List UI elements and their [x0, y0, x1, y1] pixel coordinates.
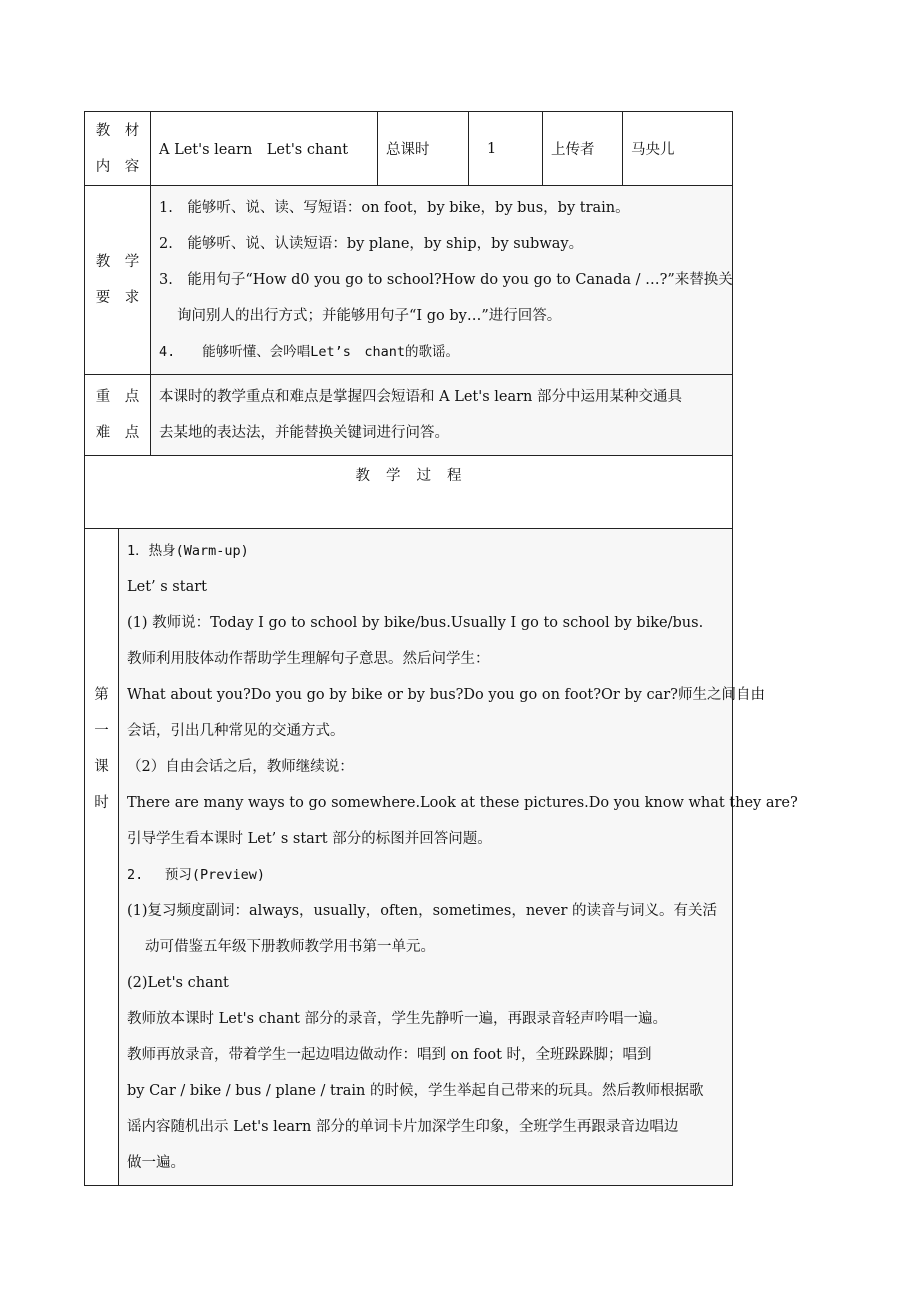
- lesson-line: (1) 教师说：Today I go to school by bike/bus.Usually I go to school by bike/bus.: [127, 615, 704, 631]
- material-label-line2: 内 容: [95, 158, 140, 175]
- process-header: 教学过程: [355, 468, 478, 484]
- lesson-side-char: 时: [94, 795, 109, 811]
- requirements-label-line2: 要 求: [95, 290, 140, 306]
- key-points-label-line2: 难 点: [95, 425, 140, 441]
- lesson-line: 动可借鉴五年级下册教师教学用书第一单元。: [145, 939, 435, 955]
- material-label-line1: 教 材: [95, 122, 140, 139]
- lesson-line: 谣内容随机出示 Let's learn 部分的单词卡片加深学生印象，全班学生再跟录音边唱边: [127, 1119, 679, 1135]
- lesson-side-char: 课: [94, 759, 109, 775]
- total-lessons-value: 1: [469, 112, 543, 186]
- lesson-line: （2）自由会话之后，教师继续说：: [127, 759, 354, 775]
- lesson-line: 教师利用肢体动作帮助学生理解句子意思。然后问学生：: [127, 651, 490, 667]
- lesson-line: (1)复习频度副词：always，usually，often，sometimes，never 的读音与词义。有关活: [127, 903, 718, 919]
- requirement-item: 4. 能够听懂、会吟唱Let’s chant的歌谣。: [159, 344, 460, 360]
- lesson-line: 做一遍。: [127, 1155, 185, 1171]
- lesson-line: (2)Let's chant: [127, 975, 229, 991]
- lesson-line: 2. 预习(Preview): [127, 867, 266, 883]
- lesson-line: 引导学生看本课时 Let’ s start 部分的标图并回答问题。: [127, 831, 492, 847]
- lesson-plan-table: [84, 111, 798, 1186]
- lesson-line: What about you?Do you go by bike or by bus?Do you go on foot?Or by car?师生之间自由: [127, 687, 765, 703]
- requirement-item: 1. 能够听、说、读、写短语：on foot，by bike，by bus，by train。: [159, 200, 630, 216]
- requirements-label: [85, 186, 151, 375]
- key-points-content: [151, 375, 733, 456]
- key-points-label: [85, 375, 151, 456]
- requirement-item: 2. 能够听、说、认读短语：by plane，by ship，by subway。: [159, 236, 584, 252]
- key-points-line: 本课时的教学重点和难点是掌握四会短语和 A Let's learn 部分中运用某种交通具: [159, 389, 683, 405]
- lesson-side-char: 一: [94, 723, 109, 739]
- uploader-value: 马央儿: [623, 112, 733, 186]
- total-lessons-label: 总课时: [378, 112, 469, 186]
- lesson-side-label: [85, 529, 119, 1186]
- uploader-label: 上传者: [543, 112, 623, 186]
- material-label: [85, 112, 151, 186]
- process-header-cell: [85, 456, 733, 529]
- material-title: A Let's learn Let's chant: [151, 112, 378, 186]
- lesson-side-char: 第: [94, 687, 109, 703]
- lesson-line: Let’ s start: [127, 579, 207, 595]
- lesson-line: 教师再放录音，带着学生一起边唱边做动作：唱到 on foot 时，全班跺跺脚；唱到: [127, 1047, 652, 1063]
- lesson-content: [119, 529, 798, 1186]
- requirements-content: [151, 186, 733, 375]
- lesson-line: by Car / bike / bus / plane / train 的时候，学生举起自己带来的玩具。然后教师根据歌: [127, 1083, 704, 1099]
- requirements-label-line1: 教 学: [95, 254, 140, 270]
- lesson-line: 教师放本课时 Let's chant 部分的录音，学生先静听一遍，再跟录音轻声吟唱一遍。: [127, 1011, 668, 1027]
- lesson-line: 1．热身(Warm-up): [127, 543, 249, 559]
- key-points-line: 去某地的表达法，并能替换关键词进行问答。: [159, 425, 449, 441]
- key-points-label-line1: 重 点: [95, 389, 140, 405]
- requirement-item: 询问别人的出行方式；并能够用句子“I go by…”进行回答。: [177, 308, 562, 324]
- lesson-line: 会话，引出几种常见的交通方式。: [127, 723, 345, 739]
- requirement-item: 3. 能用句子“How d0 you go to school?How do you go to Canada / …?”来替换关: [159, 272, 733, 288]
- lesson-line: There are many ways to go somewhere.Look at these pictures.Do you know what they are?: [127, 795, 798, 811]
